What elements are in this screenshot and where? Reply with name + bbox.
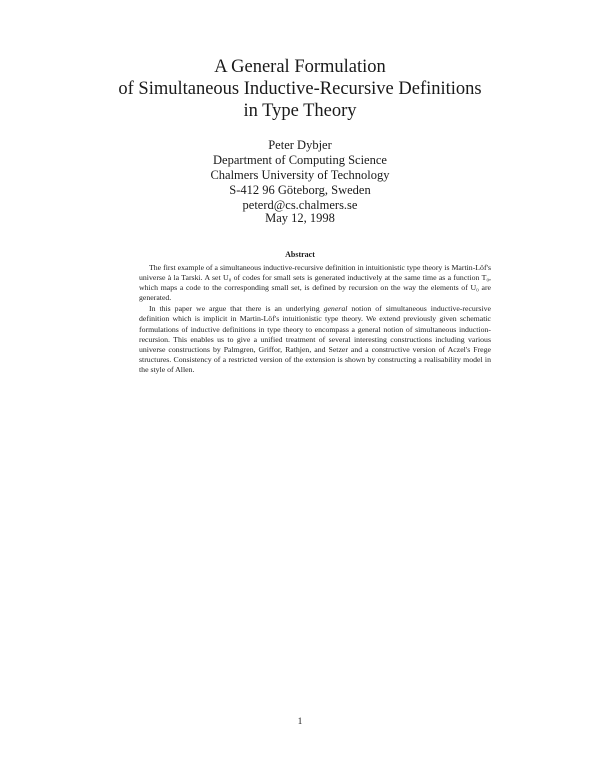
page-number: 1	[297, 717, 303, 727]
author-email: peterd@cs.chalmers.se	[242, 198, 358, 212]
abstract-heading: Abstract	[285, 250, 315, 259]
abstract-paragraph-2	[139, 304, 491, 375]
abstract-p2-emphasis: general	[323, 304, 348, 314]
author-department: Department of Computing Science	[213, 153, 387, 167]
abstract-p2-end: notion of simultaneous inductive-recursive definition which is implicit in Martin-Löf's intuitionistic type theory. We extend previously given schematic formulations of inductive definitions in type theory to encompass a general notion of simultaneous induction-recursion. This enables us to give a unified treatment of several interesting constructions including various universe constructions by Palmgren, Griffor, Rathjen, and Setzer and a constructive version of Aczel's Frege structures. Consistency of a restricted version of the extension is shown by constructing a realisability model in the style of Allen.	[139, 304, 491, 374]
author-address: S-412 96 Göteborg, Sweden	[229, 183, 371, 197]
abstract-body	[139, 263, 491, 376]
title-line-3: in Type Theory	[243, 101, 357, 121]
author-block	[0, 138, 600, 213]
title-line-1: A General Formulation	[214, 57, 386, 77]
author-name: Peter Dybjer	[268, 138, 332, 152]
paper-title	[0, 56, 600, 122]
abstract-paragraph-1: The first example of a simultaneous inductive-recursive definition in intuitionistic type theory is Martin-Löf's universe à la Tarski. A set U₀ of codes for small sets is generated inductively at the same time as a function T₀, which maps a code to the corresponding small set, is defined by recursion on the way the elements of U₀ are generated.	[139, 263, 491, 303]
title-line-2: of Simultaneous Inductive-Recursive Definitions	[118, 79, 482, 99]
author-university: Chalmers University of Technology	[210, 168, 390, 182]
paper-date: May 12, 1998	[265, 211, 335, 225]
abstract-p2-start: In this paper we argue that there is an underlying	[149, 304, 324, 314]
